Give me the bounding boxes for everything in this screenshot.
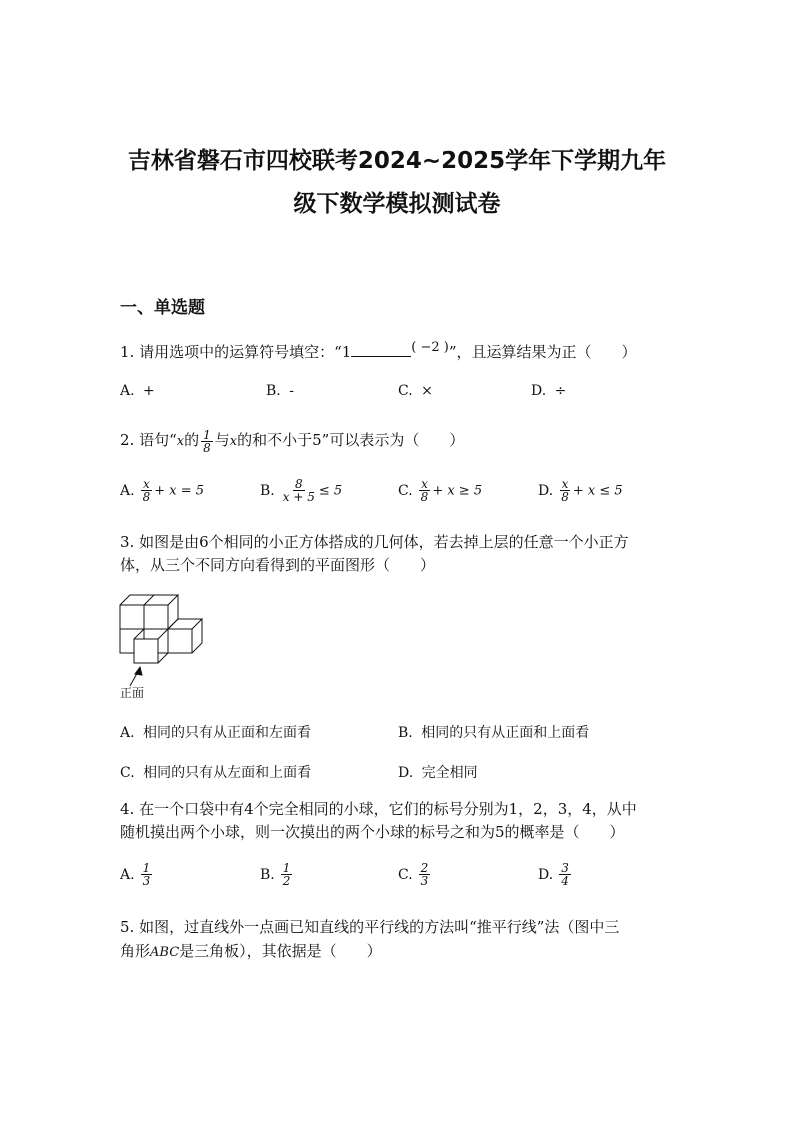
- section-heading: 一、单选题: [120, 298, 205, 318]
- question-2-de: 的: [184, 431, 200, 449]
- option-letter: D.: [538, 482, 554, 499]
- question-5-text-a: 角形: [120, 942, 151, 960]
- question-5-text-b: 是三角板），其依据是（ ）: [179, 942, 382, 960]
- fraction-numerator: 8: [294, 477, 303, 491]
- question-1-expr: ( −2 ): [411, 340, 449, 355]
- question-2-prefix: 2. 语句“: [120, 431, 177, 449]
- question-2-mid: 与: [214, 431, 230, 449]
- option-letter: C.: [120, 765, 135, 781]
- fraction-denominator: 2: [282, 874, 291, 888]
- option-text: ×: [421, 383, 433, 399]
- option-fraction: [141, 862, 153, 887]
- q3-option-c[interactable]: [120, 762, 311, 782]
- option-letter: A.: [120, 482, 135, 499]
- option-letter: D.: [398, 765, 414, 781]
- fraction-denominator: 3: [420, 874, 429, 888]
- option-fraction: [559, 862, 571, 887]
- option-expression: + x ≤ 5: [572, 483, 623, 499]
- q1-option-b[interactable]: [266, 383, 294, 399]
- option-text: 相同的只有从正面和左面看: [143, 725, 312, 741]
- option-expression: + x = 5: [154, 483, 204, 499]
- variable-x: x: [229, 434, 238, 449]
- fraction-denominator: 4: [561, 874, 569, 888]
- option-fraction: [281, 862, 293, 887]
- fraction-numerator: x: [421, 477, 428, 491]
- option-fraction: [419, 862, 431, 887]
- question-4-line2: 随机摸出两个小球，则一次摸出的两个小球的标号之和为5的概率是（ ）: [120, 823, 625, 841]
- option-fraction: [141, 478, 153, 503]
- option-text: +: [143, 383, 155, 399]
- option-text: 完全相同: [421, 765, 478, 781]
- fraction-denominator: 8: [203, 440, 211, 455]
- option-fraction: [559, 478, 571, 503]
- option-fraction: [281, 478, 317, 503]
- question-1-suffix: ”，且运算结果为正（ ）: [448, 343, 637, 361]
- option-expression: ≤ 5: [318, 483, 343, 499]
- option-letter: C.: [398, 866, 413, 883]
- option-letter: A.: [120, 383, 135, 399]
- q2-option-b[interactable]: [260, 478, 342, 503]
- option-letter: A.: [120, 725, 135, 741]
- fraction-numerator: 1: [203, 427, 211, 442]
- exam-title-line2: 级下数学模拟测试卷: [293, 191, 501, 217]
- question-2-suffix: 的和不小于5”可以表示为（ ）: [237, 431, 465, 449]
- option-fraction: [419, 478, 431, 503]
- q4-option-d[interactable]: [538, 862, 573, 887]
- variable-x: x: [176, 434, 185, 449]
- option-letter: B.: [260, 866, 275, 883]
- option-text: 相同的只有从左面和上面看: [143, 765, 312, 781]
- q4-option-a[interactable]: [120, 862, 154, 887]
- option-letter: B.: [398, 725, 413, 741]
- fraction-denominator: 8: [142, 490, 151, 504]
- q1-option-c[interactable]: [398, 383, 433, 399]
- option-text: ÷: [554, 383, 567, 399]
- fraction-denominator: 8: [420, 490, 429, 504]
- fraction-numerator: 2: [420, 861, 429, 875]
- q4-option-c[interactable]: [398, 862, 432, 887]
- triangle-abc-label: ABC: [150, 945, 180, 960]
- fraction-one-eighth: [201, 429, 213, 454]
- fraction-numerator: 1: [282, 861, 291, 875]
- option-letter: B.: [260, 482, 275, 499]
- q4-option-b[interactable]: [260, 862, 294, 887]
- figure-label-front: 正面: [120, 686, 145, 700]
- option-letter: B.: [266, 383, 281, 399]
- cube-figure: [118, 590, 218, 706]
- q1-option-d[interactable]: [531, 383, 566, 399]
- question-1: [120, 340, 637, 366]
- fraction-numerator: 1: [142, 861, 151, 875]
- fraction-denominator: 8: [561, 490, 569, 504]
- option-letter: C.: [398, 482, 413, 499]
- fraction-denominator: x + 5: [282, 490, 315, 504]
- question-3-line2: 体，从三个不同方向看得到的平面图形（ ）: [120, 556, 436, 574]
- q3-option-d[interactable]: [398, 762, 478, 782]
- q2-option-a[interactable]: [120, 478, 204, 503]
- fraction-numerator: 3: [561, 861, 569, 875]
- option-letter: D.: [531, 383, 547, 399]
- question-2: [120, 428, 464, 454]
- fraction-numerator: x: [142, 477, 150, 491]
- question-4-line1: 4. 在一个口袋中有4个完全相同的小球，它们的标号分别为1，2，3，4，从中: [120, 800, 637, 818]
- answer-blank: [351, 342, 411, 357]
- q1-option-a[interactable]: [120, 383, 155, 399]
- q2-option-d[interactable]: [538, 478, 623, 503]
- question-1-prefix: 1. 请用选项中的运算符号填空：“1: [120, 343, 352, 361]
- exam-title-line1: 吉林省磐石市四校联考2024~2025学年下学期九年: [127, 148, 667, 174]
- question-5-line2: [120, 939, 382, 965]
- option-expression: + x ≥ 5: [432, 483, 483, 499]
- fraction-numerator: x: [561, 477, 569, 491]
- option-text: -: [289, 383, 294, 399]
- fraction-denominator: 3: [142, 874, 151, 888]
- q3-option-b[interactable]: [398, 722, 589, 742]
- question-5-line1: 5. 如图，过直线外一点画已知直线的平行线的方法叫“推平行线”法（图中三: [120, 918, 620, 936]
- option-letter: C.: [398, 383, 413, 399]
- option-letter: D.: [538, 866, 554, 883]
- question-3-line1: 3. 如图是由6个相同的小正方体搭成的几何体，若去掉上层的任意一个小正方: [120, 533, 629, 551]
- option-text: 相同的只有从正面和上面看: [421, 725, 590, 741]
- option-letter: A.: [120, 866, 135, 883]
- q2-option-c[interactable]: [398, 478, 482, 503]
- q3-option-a[interactable]: [120, 722, 311, 742]
